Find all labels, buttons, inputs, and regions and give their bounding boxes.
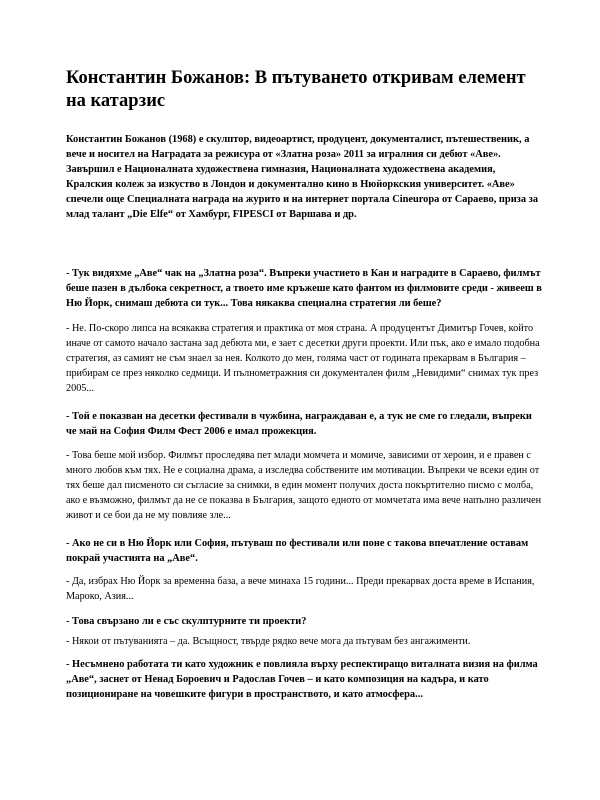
question-1: - Тук видяхме „Аве“ чак на „Златна роза“. Въпреки участието в Кан и наградите в Сараево, филмът беше пазен в дълбока секретност, а твоето име кръжеше като фантом из филмовите среди - живееш в Ню Йорк, снимаш дебюта си тук... Това някаква специална стратегия ли беше?	[66, 268, 542, 309]
answer-1: - Не. По-скоро липса на всякаква стратегия и практика от моя страна. А продуцентът Димитър Гочев, който иначе от самото начало застана зад дебюта ми, е зает с десетки други проекти. Или пък, ако е имало подобна стратегия, аз самият не съм знаел за нея. Колкото до мен, голяма част от годината прекарвам в България – прибирам се през няколко седмици. И пълнометражния си документален филм „Невидими“ снимах тук през 2005...	[66, 323, 540, 394]
question-3: - Ако не си в Ню Йорк или София, пътуваш по фестивали или поне с такова впечатление оставам покрай участията на „Аве“.	[66, 538, 529, 564]
question-5: - Несъмнено работата ти като художник е повлияла върху респектиращо виталната визия на филма „Аве“, заснет от Ненад Бороевич и Радослав Гочев – и като композиция на кадъра, и като позициониране на човешките фигури в пространството, и като атмосфера...	[66, 659, 538, 700]
article-title: Константин Божанов: В пътуването откривам елемент на катарзис	[66, 68, 526, 111]
answer-2: - Това беше мой избор. Филмът проследява пет млади момчета и момиче, зависими от хероин, и е правен с много любов към тях. Не е социална драма, а изследва собствените им мотивации. Въпреки че всеки един от тях беше дал писменото си съгласие за снимки, в един момент получих доста покъртително писмо с молба, ако е възможно, филмът да не се показва в България, защото едното от момчетата има вече напълно различен живот и се бои да не му повлияе зле...	[66, 450, 542, 521]
question-4: - Това свързано ли е със скулптурните ти проекти?	[66, 616, 307, 627]
question-2: - Той е показван на десетки фестивали в чужбина, награждаван е, а тук не сме го гледали, въпреки че май на София Филм Фест 2006 е имал прожекция.	[66, 411, 532, 437]
answer-3: - Да, избрах Ню Йорк за временна база, а вече минаха 15 години... Преди прекарвах доста време в Испания, Мароко, Азия...	[66, 576, 535, 602]
answer-4: - Някои от пътуванията – да. Всъщност, твърде рядко вече мога да пътувам без ангажименти.	[66, 636, 471, 647]
article-intro: Константин Божанов (1968) е скулптор, видеоартист, продуцент, документалист, пътешественик, а вече и носител на Наградата за режисура от «Златна роза» 2011 за игралния си дебют «Аве». Завършил е Националната художествена гимназия, Националната художествена академия, Кралския колеж за изкуство в Лондон и документално кино в Нюйоркския университет. «Аве» спечели още Специалната награда на журито и на интернет портала Cineuropa от Сараево, приза за млад талант „Die Elfe“ от Хамбург, FIPESCI от Варшава и др.	[66, 134, 539, 220]
